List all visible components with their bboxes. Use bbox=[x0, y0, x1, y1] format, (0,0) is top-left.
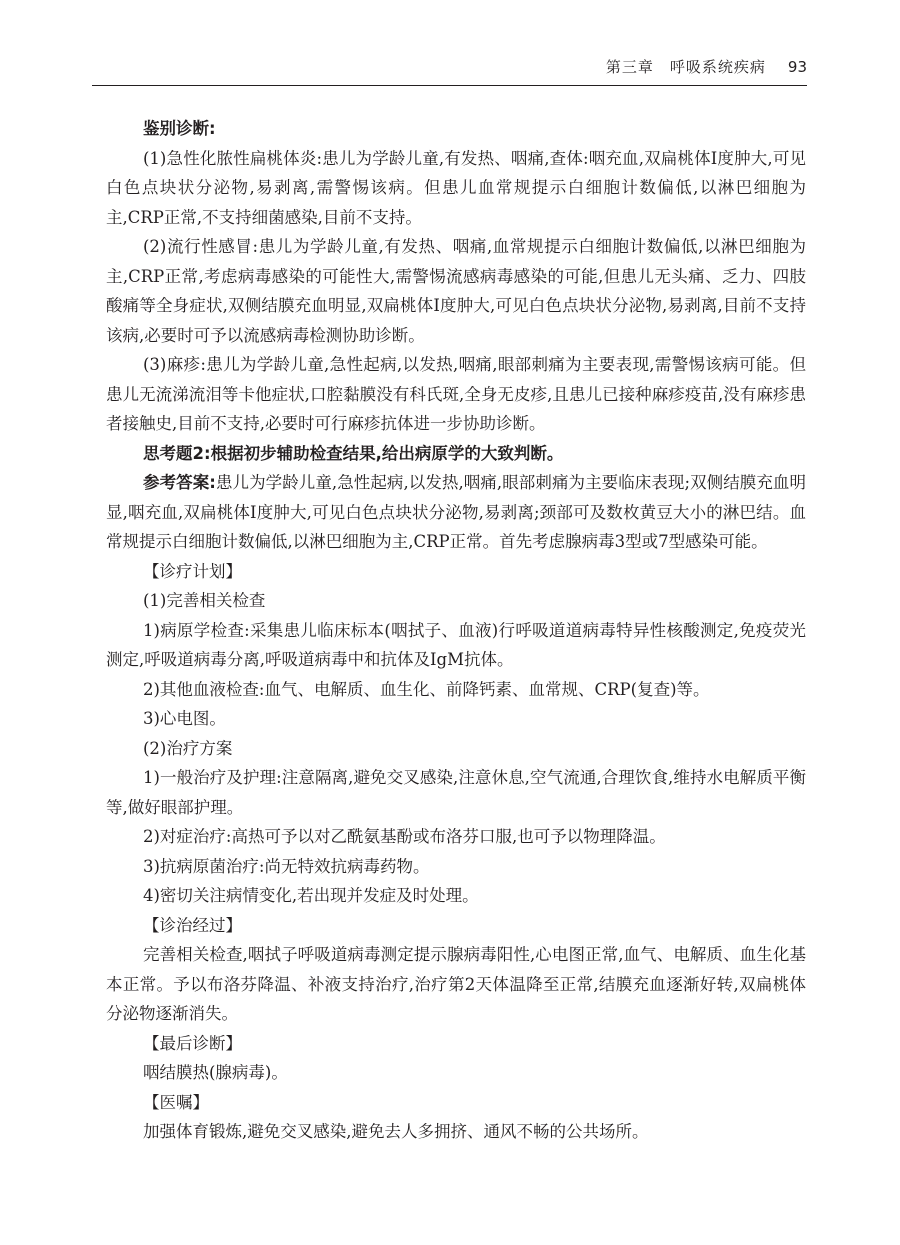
answer-text: 患儿为学龄儿童,急性起病,以发热,咽痛,眼部刺痛为主要临床表现;双侧结膜充血明显,咽充血,双扁桃体Ⅰ度肿大,可见白色点块状分泌物,易剥离;颈部可及数枚黄豆大小的淋巴结。血常规提示白细胞计数偏低,以淋巴细胞为主,CRP正常。首先考虑腺病毒3型或7型感染可能。 bbox=[106, 473, 806, 551]
running-header bbox=[606, 56, 807, 77]
differential-diagnosis-heading: 鉴别诊断: bbox=[143, 119, 216, 138]
page-body bbox=[106, 114, 806, 1147]
reference-answer bbox=[106, 468, 806, 557]
advice-text: 加强体育锻炼,避免交叉感染,避免去人多拥挤、通风不畅的公共场所。 bbox=[143, 1122, 649, 1141]
course-text: 完善相关检查,咽拭子呼吸道病毒测定提示腺病毒阳性,心电图正常,血气、电解质、血生化基本正常。予以布洛芬降温、补液支持治疗,治疗第2天体温降至正常,结膜充血逐渐好转,双扁桃体分泌物逐渐消失。 bbox=[106, 945, 806, 1023]
course-heading: 【诊治经过】 bbox=[143, 915, 242, 935]
differential-item-2: (2)流行性感冒:患儿为学龄儿童,有发热、咽痛,血常规提示白细胞计数偏低,以淋巴细胞为主,CRP正常,考虑病毒感染的可能性大,需警惕流感病毒感染的可能,但患儿无头痛、乏力、四肢酸痛等全身症状,双侧结膜充血明显,双扁桃体Ⅰ度肿大,可见白色点块状分泌物,易剥离,目前不支持该病,必要时可予以流感病毒检测协助诊断。 bbox=[106, 237, 806, 345]
differential-item-3: (3)麻疹:患儿为学龄儿童,急性起病,以发热,咽痛,眼部刺痛为主要表现,需警惕该病可能。但患儿无流涕流泪等卡他症状,口腔黏膜没有科氏斑,全身无皮疹,且患儿已接种麻疹疫苗,没有麻疹患者接触史,目前不支持,必要时可行麻疹抗体进一步协助诊断。 bbox=[106, 355, 806, 433]
plan-item-1-1: 1)病原学检查:采集患儿临床标本(咽拭子、血液)行呼吸道道病毒特异性核酸测定,免疫荧光测定,呼吸道病毒分离,呼吸道病毒中和抗体及IgM抗体。 bbox=[106, 620, 806, 669]
final-diagnosis-text: 咽结膜热(腺病毒)。 bbox=[143, 1063, 288, 1082]
advice-heading: 【医嘱】 bbox=[143, 1092, 209, 1112]
question-2: 思考题2:根据初步辅助检查结果,给出病原学的大致判断。 bbox=[143, 443, 564, 463]
plan-item-2-2: 2)对症治疗:高热可予以对乙酰氨基酚或布洛芬口服,也可予以物理降温。 bbox=[143, 827, 666, 846]
header-rule bbox=[92, 85, 807, 86]
plan-section-2: (2)治疗方案 bbox=[143, 738, 233, 758]
plan-item-2-3: 3)抗病原菌治疗:尚无特效抗病毒药物。 bbox=[143, 856, 430, 876]
chapter-title: 第三章 呼吸系统疾病 bbox=[605, 58, 766, 76]
answer-label: 参考答案: bbox=[143, 473, 216, 492]
plan-item-2-4: 4)密切关注病情变化,若出现并发症及时处理。 bbox=[143, 886, 479, 905]
plan-section-1: (1)完善相关检查 bbox=[143, 591, 266, 610]
plan-heading: 【诊疗计划】 bbox=[143, 561, 242, 581]
final-diagnosis-heading: 【最后诊断】 bbox=[143, 1033, 242, 1053]
plan-item-1-2: 2)其他血液检查:血气、电解质、血生化、前降钙素、血常规、CRP(复查)等。 bbox=[143, 679, 710, 699]
page-number: 93 bbox=[787, 58, 807, 76]
plan-item-1-3: 3)心电图。 bbox=[143, 709, 226, 728]
plan-item-2-1: 1)一般治疗及护理:注意隔离,避免交叉感染,注意休息,空气流通,合理饮食,维持水电解质平衡等,做好眼部护理。 bbox=[106, 768, 806, 817]
differential-item-1: (1)急性化脓性扁桃体炎:患儿为学龄儿童,有发热、咽痛,查体:咽充血,双扁桃体Ⅰ度肿大,可见白色点块状分泌物,易剥离,需警惕该病。但患儿血常规提示白细胞计数偏低,以淋巴细胞为主,CRP正常,不支持细菌感染,目前不支持。 bbox=[106, 148, 806, 227]
